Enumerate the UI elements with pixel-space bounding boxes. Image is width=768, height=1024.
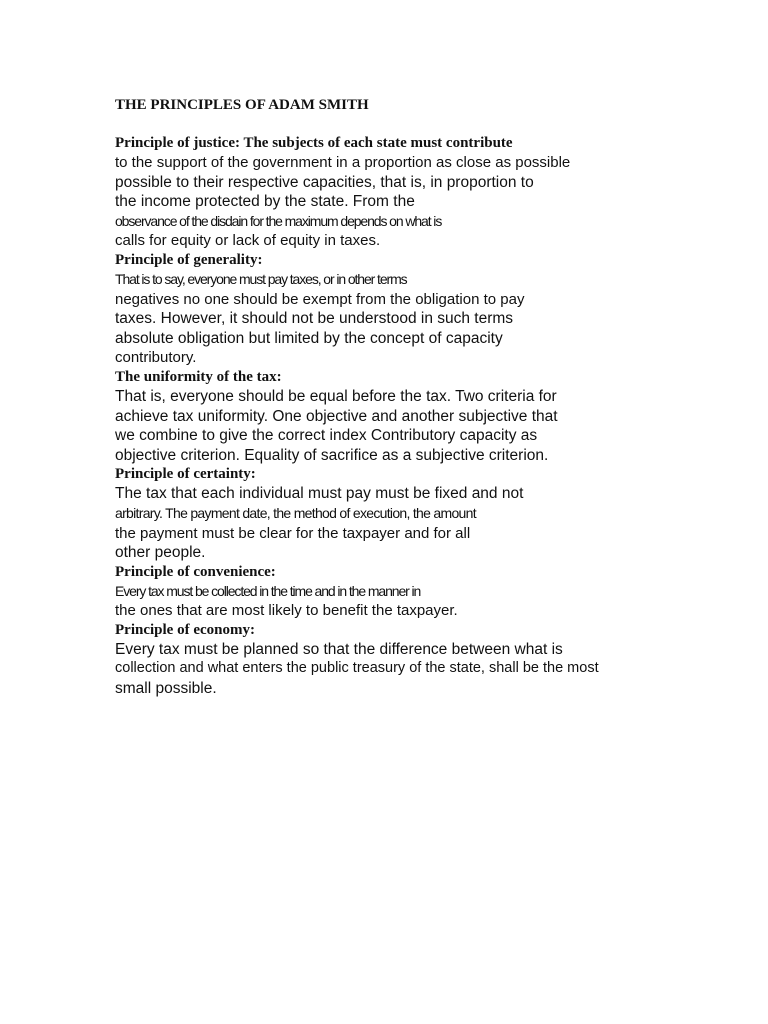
section-heading: Principle of generality: — [115, 251, 263, 268]
body-line: other people. — [115, 544, 206, 562]
document-title: THE PRINCIPLES OF ADAM SMITH — [115, 97, 369, 113]
body-line: the payment must be clear for the taxpayer and for all — [115, 524, 471, 542]
section-heading: The uniformity of the tax: — [115, 368, 282, 385]
section-uniformity — [115, 368, 715, 465]
body-line: possible to their respective capacities, that is, in proportion to — [115, 173, 534, 191]
section-generality — [115, 251, 715, 368]
body-line: The tax that each individual must pay must be fixed and not — [115, 485, 524, 503]
body-line: objective criterion. Equality of sacrifice as a subjective criterion. — [115, 446, 549, 464]
body-line: Every tax must be planned so that the difference between what is — [115, 640, 563, 658]
body-line: we combine to give the correct index Contributory capacity as — [115, 427, 538, 445]
section-heading: Principle of certainty: — [115, 466, 256, 483]
section-justice — [115, 134, 715, 251]
body-line: collection and what enters the public treasury of the state, shall be the most — [115, 660, 599, 677]
body-line: taxes. However, it should not be understood in such terms — [115, 310, 514, 328]
section-heading: Principle of justice: The subjects of each state must contribute — [115, 135, 513, 151]
body-line: negatives no one should be exempt from the obligation to pay — [115, 290, 525, 308]
body-line: achieve tax uniformity. One objective and another subjective that — [115, 407, 558, 425]
section-heading: Principle of economy: — [115, 621, 255, 638]
body-line: observance of the disdain for the maximum depends on what is — [115, 212, 442, 229]
body-line: the ones that are most likely to benefit the taxpayer. — [115, 602, 458, 620]
document-page — [115, 95, 715, 699]
body-line: to the support of the government in a proportion as close as possible — [115, 154, 571, 171]
section-heading: Principle of convenience: — [115, 563, 276, 580]
body-line: calls for equity or lack of equity in taxes. — [115, 232, 381, 250]
body-line: contributory. — [115, 349, 197, 367]
body-line: arbitrary. The payment date, the method of execution, the amount — [115, 504, 476, 521]
body-line: absolute obligation but limited by the concept of capacity — [115, 329, 503, 347]
section-economy — [115, 621, 715, 699]
body-line: That is, everyone should be equal before the tax. Two criteria for — [115, 387, 557, 405]
section-convenience — [115, 563, 715, 621]
body-line: That is to say, everyone must pay taxes, or in other terms — [115, 270, 407, 287]
body-line: Every tax must be collected in the time and in the manner in — [115, 582, 421, 599]
body-line: the income protected by the state. From the — [115, 193, 415, 211]
section-certainty — [115, 465, 715, 562]
body-line: small possible. — [115, 680, 217, 698]
